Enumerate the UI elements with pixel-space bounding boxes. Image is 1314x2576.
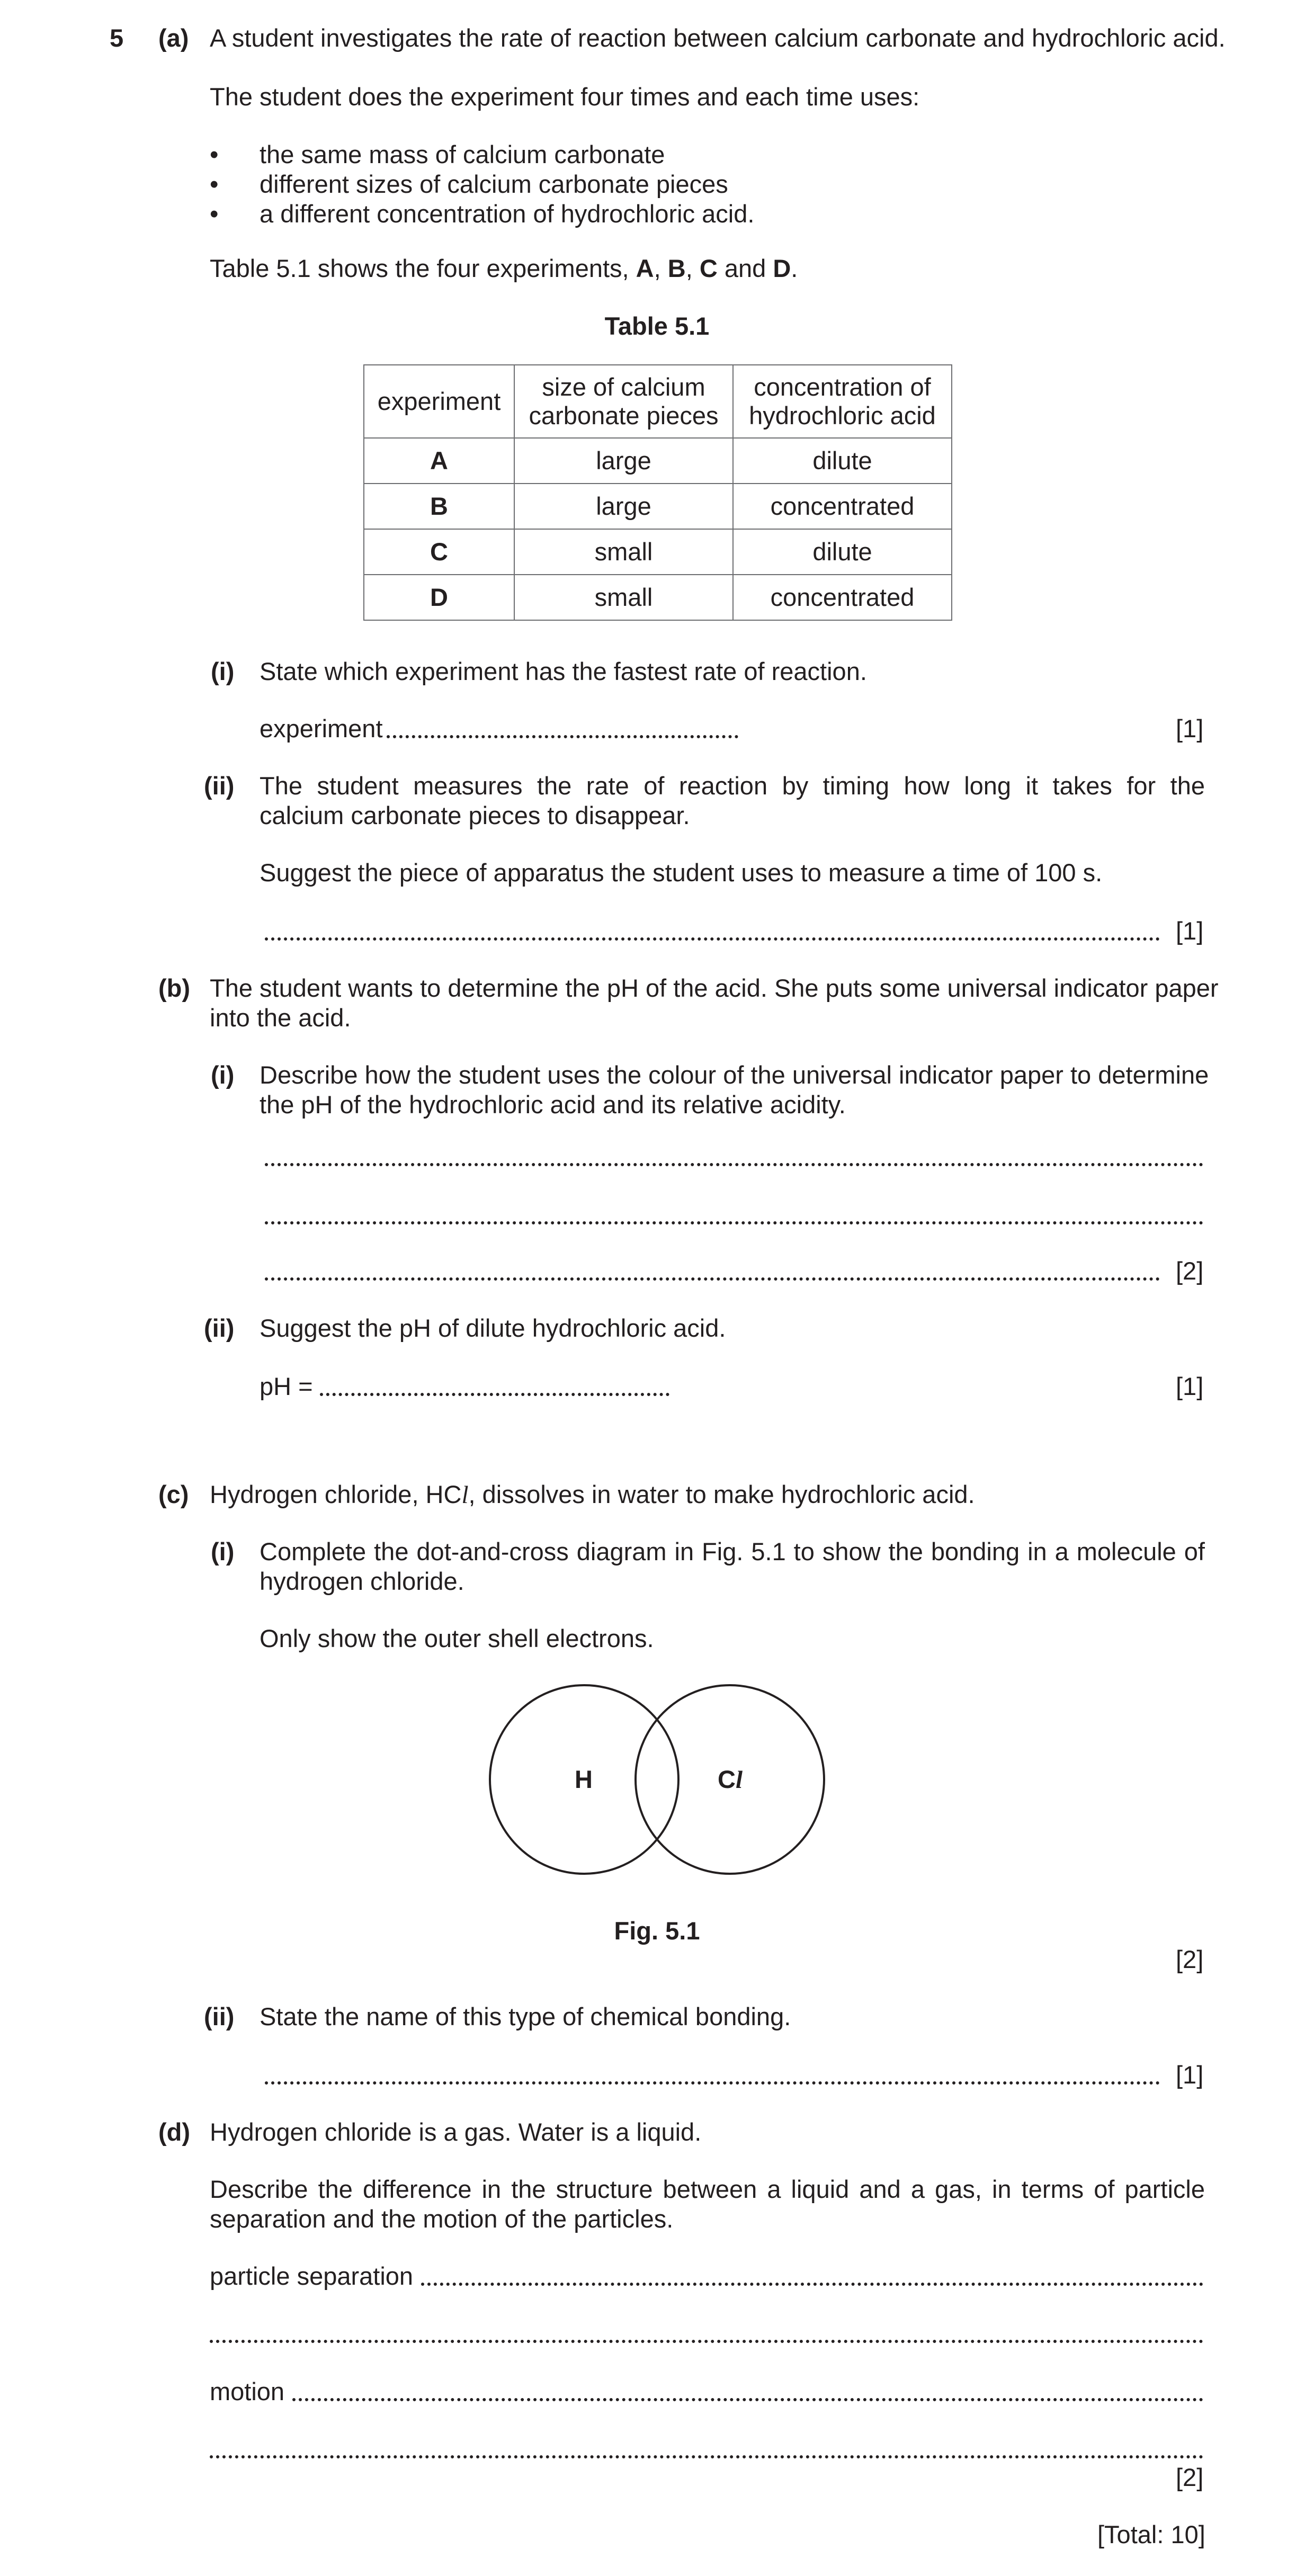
table-cell: dilute	[733, 438, 952, 484]
part-b-line1: The student wants to determine the pH of the acid. She puts some universal indicator paper	[210, 974, 1219, 1002]
part-a-ii-line1: The student measures the rate of reaction by timing how long it takes for the	[260, 772, 1205, 800]
marks-d: [2]	[1176, 2463, 1204, 2491]
answer-line-d-4[interactable]	[210, 2455, 1203, 2458]
table-cell: concentrated	[733, 575, 952, 620]
answer-line-b-i-3[interactable]	[265, 1277, 1160, 1281]
bullet-item: the same mass of calcium carbonate	[260, 140, 665, 168]
answer-line-d-separation[interactable]	[421, 2283, 1203, 2286]
question-number: 5	[110, 24, 124, 52]
bullet-item: a different concentration of hydrochloric acid.	[260, 200, 755, 228]
table-header-cell	[514, 365, 733, 438]
answer-line-b-ii[interactable]	[320, 1393, 669, 1396]
answer-line-d-2[interactable]	[210, 2340, 1203, 2343]
table-cell: concentrated	[733, 484, 952, 529]
answer-line-a-ii[interactable]	[265, 937, 1160, 941]
part-d-intro: Hydrogen chloride is a gas. Water is a liquid.	[210, 2118, 702, 2146]
motion-label: motion	[210, 2377, 285, 2405]
table-header-row	[364, 365, 952, 438]
part-a-ii-label: (ii)	[204, 772, 235, 800]
table-header-text: concentration of	[754, 373, 931, 401]
separation-label: particle separation	[210, 2262, 414, 2290]
part-a-i-label: (i)	[211, 657, 235, 685]
answer-line-a-i[interactable]	[387, 735, 738, 738]
part-c-i-label: (i)	[211, 1537, 235, 1566]
part-c-intro	[210, 1480, 975, 1510]
part-b-label: (b)	[158, 974, 191, 1002]
part-b-ii-label: (ii)	[204, 1314, 235, 1342]
bullet-marker: •	[210, 170, 219, 198]
atom-symbol-cl-italic: l	[735, 1766, 743, 1794]
part-b-ii-answer-prefix: pH =	[260, 1372, 313, 1400]
table-intro-b: B	[667, 254, 686, 282]
part-b-i-label: (i)	[211, 1061, 235, 1089]
part-c-intro-italic: l	[461, 1481, 469, 1509]
table-header-cell	[364, 365, 514, 438]
table-intro-c: C	[699, 254, 718, 282]
dot-and-cross-diagram[interactable]	[477, 1679, 837, 1880]
part-c-label: (c)	[158, 1480, 189, 1508]
table-cell: dilute	[733, 529, 952, 575]
table-intro-d: D	[773, 254, 791, 282]
part-c-i-outer: Only show the outer shell electrons.	[260, 1624, 654, 1652]
table-intro-and: and	[724, 254, 766, 282]
atom-symbol-cl-prefix: C	[718, 1765, 736, 1793]
table-intro-end: .	[791, 254, 798, 282]
table-title: Table 5.1	[604, 312, 710, 340]
answer-line-d-motion[interactable]	[292, 2398, 1203, 2401]
answer-line-b-i-1[interactable]	[265, 1163, 1203, 1166]
answer-line-b-i-2[interactable]	[265, 1221, 1203, 1224]
table-intro-sep: ,	[654, 254, 661, 282]
experiment-table	[363, 364, 952, 621]
part-c-i-line1: Complete the dot-and-cross diagram in Fig. 5.1 to show the bonding in a molecule of	[260, 1537, 1205, 1566]
part-c-intro-suffix: , dissolves in water to make hydrochloric acid.	[468, 1480, 975, 1508]
table-intro	[210, 254, 798, 283]
part-c-intro-prefix: Hydrogen chloride, HC	[210, 1480, 462, 1508]
figure-label: Fig. 5.1	[614, 1917, 700, 1945]
table-row	[364, 529, 952, 575]
table-header-text: hydrochloric acid	[749, 401, 936, 430]
part-d-line1: Describe the difference in the structure between a liquid and a gas, in terms of particle	[210, 2175, 1205, 2203]
part-a-does-line: The student does the experiment four times and each time uses:	[210, 83, 920, 111]
part-a-ii-suggest: Suggest the piece of apparatus the student uses to measure a time of 100 s.	[260, 858, 1103, 887]
table-cell: A	[364, 438, 514, 484]
table-cell: large	[514, 484, 733, 529]
table-intro-a: A	[636, 254, 654, 282]
part-d-label: (d)	[158, 2118, 191, 2146]
atom-symbol-cl	[718, 1765, 743, 1795]
bullet-item: different sizes of calcium carbonate pieces	[260, 170, 728, 198]
marks-b-ii: [1]	[1176, 1372, 1204, 1400]
part-c-i-line2: hydrogen chloride.	[260, 1567, 464, 1595]
table-cell: small	[514, 529, 733, 575]
table-cell: large	[514, 438, 733, 484]
table-row	[364, 575, 952, 620]
atom-symbol-h: H	[575, 1765, 593, 1793]
total-marks: [Total: 10]	[1097, 2520, 1205, 2548]
marks-c-i: [2]	[1176, 1945, 1204, 1973]
table-intro-sep: ,	[685, 254, 693, 282]
marks-c-ii: [1]	[1176, 2061, 1204, 2089]
part-b-line2: into the acid.	[210, 1004, 351, 1032]
table-cell: B	[364, 484, 514, 529]
table-row	[364, 438, 952, 484]
part-a-i-answer-prefix: experiment	[260, 714, 383, 743]
table-row	[364, 484, 952, 529]
part-a-i-question: State which experiment has the fastest rate of reaction.	[260, 657, 867, 685]
table-header-cell	[733, 365, 952, 438]
table-header-text: experiment	[377, 387, 501, 415]
part-b-i-line2: the pH of the hydrochloric acid and its relative acidity.	[260, 1090, 846, 1119]
table-cell: D	[364, 575, 514, 620]
answer-line-c-ii[interactable]	[265, 2081, 1160, 2085]
part-d-line2: separation and the motion of the particles.	[210, 2205, 674, 2233]
table-cell: C	[364, 529, 514, 575]
table-intro-prefix: Table 5.1 shows the four experiments,	[210, 254, 629, 282]
part-b-i-line1: Describe how the student uses the colour of the universal indicator paper to determine	[260, 1061, 1209, 1089]
bullet-marker: •	[210, 140, 219, 168]
part-a-label: (a)	[158, 24, 189, 52]
part-c-ii-question: State the name of this type of chemical bonding.	[260, 2002, 791, 2031]
marks-b-i: [2]	[1176, 1257, 1204, 1285]
table-cell: small	[514, 575, 733, 620]
table-header-text: size of calcium	[542, 373, 705, 401]
marks-a-i: [1]	[1176, 714, 1204, 743]
part-c-ii-label: (ii)	[204, 2002, 235, 2031]
part-b-ii-question: Suggest the pH of dilute hydrochloric acid.	[260, 1314, 726, 1342]
marks-a-ii: [1]	[1176, 917, 1204, 945]
table-header-text: carbonate pieces	[529, 401, 719, 430]
part-a-ii-line2: calcium carbonate pieces to disappear.	[260, 801, 690, 829]
part-a-intro: A student investigates the rate of reaction between calcium carbonate and hydrochloric acid.	[210, 24, 1226, 52]
bullet-marker: •	[210, 200, 219, 228]
